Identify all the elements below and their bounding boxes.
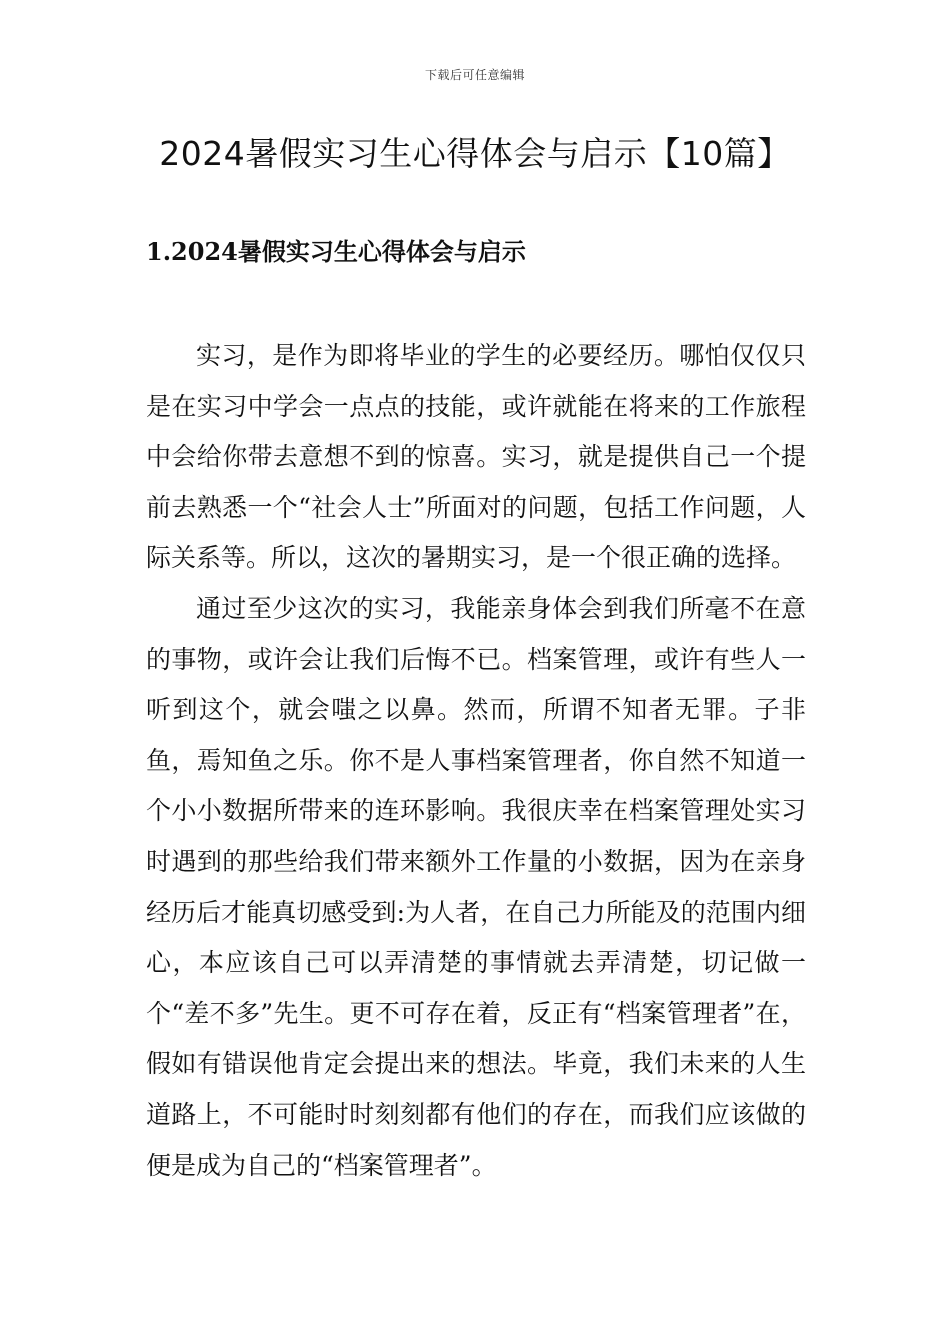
document-title: 2024暑假实习生心得体会与启示【10篇】 (159, 134, 791, 173)
paragraph: 通过至少这次的实习，我能亲身体会到我们所毫不在意的事物，或许会让我们后悔不已。档案管理，或许有些人一听到这个，就会嗤之以鼻。然而，所谓不知者无罪。子非鱼，焉知鱼之乐。你不是人事档案管理者，你自然不知道一个小小数据所带来的连环影响。我很庆幸在档案管理处实习时遇到的那些给我们带来额外工作量的小数据，因为在亲身经历后才能真切感受到:为人者，在自己力所能及的范围内细心，本应该自己可以弄清楚的事情就去弄清楚，切记做一个“差不多”先生。更不可存在着，反正有“档案管理者”在，假如有错误他肯定会提出来的想法。毕竟，我们未来的人生道路上，不可能时时刻刻都有他们的存在，而我们应该做的便是成为自己的“档案管理者”。 (146, 593, 806, 1180)
header-note: 下载后可任意编辑 (424, 68, 525, 82)
section-heading: 1.2024暑假实习生心得体会与启示 (146, 237, 526, 266)
body-text (146, 331, 806, 1191)
paragraph: 实习，是作为即将毕业的学生的必要经历。哪怕仅仅只是在实习中学会一点点的技能，或许就能在将来的工作旅程中会给你带去意想不到的惊喜。实习，就是提供自己一个提前去熟悉一个“社会人士”所面对的问题，包括工作问题，人际关系等。所以，这次的暑期实习，是一个很正确的选择。 (146, 341, 806, 573)
